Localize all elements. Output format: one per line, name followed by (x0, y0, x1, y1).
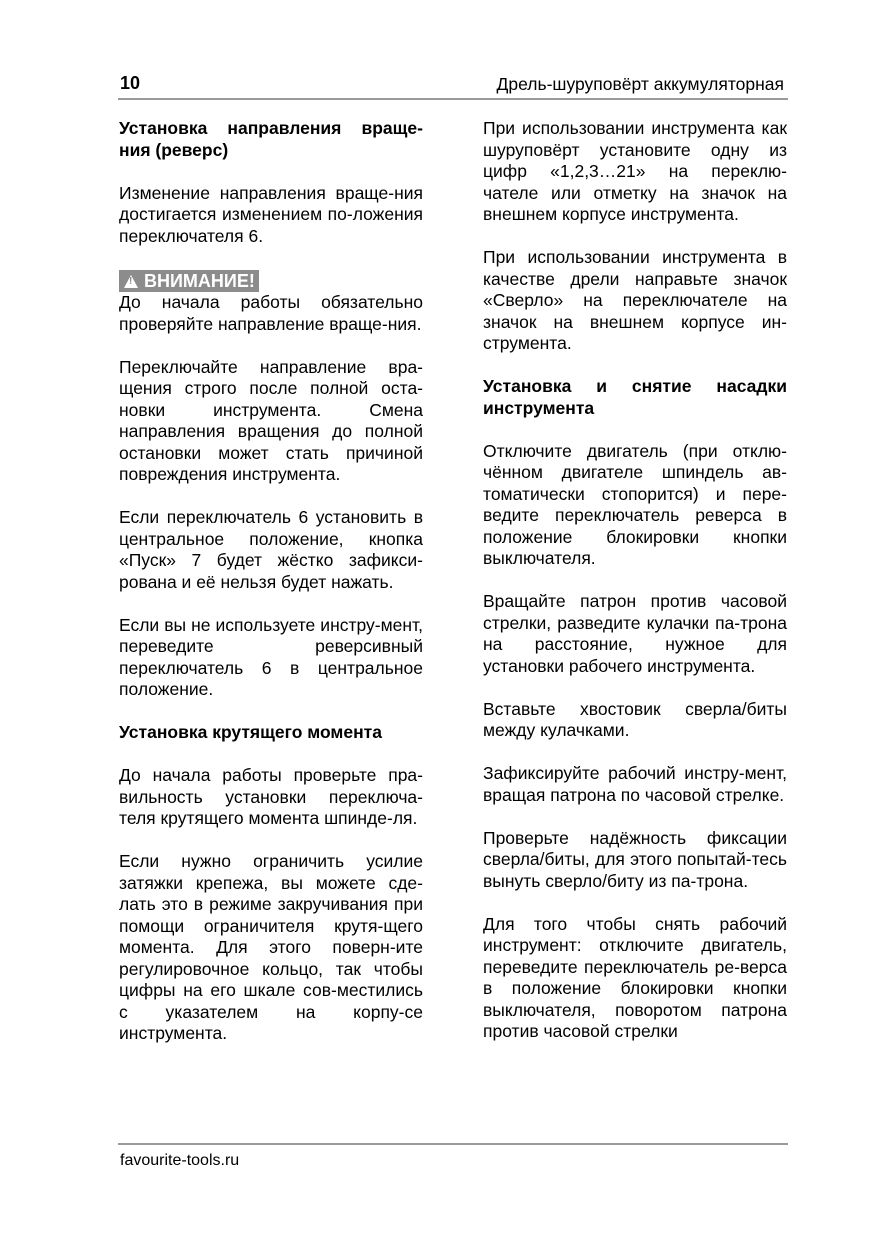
page-header (118, 70, 788, 100)
paragraph: Если переключатель 6 установить в центральное положение, кнопка «Пуск» 7 будет жёстко зафикси-рована и её нельзя будет нажать. (119, 507, 423, 592)
footer-website: favourite-tools.ru (120, 1152, 240, 1169)
paragraph: При использовании инструмента в качестве дрели направьте значок «Сверло» на переключателе на значок на внешнем корпусе ин-струмента. (483, 247, 787, 353)
paragraph: Переключайте направление вра-щения строго после полной оста-новки инструмента. Смена направления вращения до полной остановки может стать причиной повреждения инструмента. (119, 356, 423, 484)
paragraph: Отключите двигатель (при отклю-чённом двигателе шпиндель ав-томатически стопорится) и пере-ведите переключатель реверса в положение блокировки кнопки выключателя. (483, 440, 787, 568)
page-footer (118, 1143, 788, 1169)
paragraph: Для того чтобы снять рабочий инструмент: отключите двигатель, переведите переключатель ре-верса в положение блокировки кнопки выключателя, поворотом патрона против часовой стрелки (483, 913, 787, 1041)
section-heading-bit-install: Установка и снятие насадки инструмента (483, 376, 787, 418)
paragraph: Если вы не используете инстру-мент, переведите реверсивный переключатель 6 в центральное положение. (119, 614, 423, 699)
paragraph: До начала работы проверьте пра-вильность установки переключа-теля крутящего момента шпинде-ля. (119, 765, 423, 828)
warning-badge (119, 270, 259, 292)
paragraph: Вставьте хвостовик сверла/биты между кулачками. (483, 698, 787, 740)
paragraph: При использовании инструмента как шуруповёрт установите одну из цифр «1,2,3…21» на переклю-чателе или отметку на значок на внешнем корпусе инструмента. (483, 118, 787, 224)
paragraph: Зафиксируйте рабочий инстру-мент, вращая патрона по часовой стрелке. (483, 763, 787, 805)
section-heading-reverse: Установка направления враще-ния (реверс) (119, 118, 423, 160)
warning-paragraph: До начала работы обязательно проверяйте направление враще-ния. (119, 292, 423, 334)
section-heading-torque: Установка крутящего момента (119, 722, 382, 742)
page-number: 10 (120, 73, 141, 93)
paragraph: Вращайте патрон против часовой стрелки, разведите кулачки па-трона на расстояние, нужное для установки рабочего инструмента. (483, 591, 787, 676)
document-title: Дрель-шуруповёрт аккумуляторная (496, 74, 784, 94)
warning-triangle-icon (124, 275, 138, 288)
right-column (483, 118, 787, 1064)
paragraph: Проверьте надёжность фиксации сверла/биты, для этого попытай-тесь вынуть сверло/биту из па-трона. (483, 827, 787, 891)
left-column (119, 118, 423, 1066)
paragraph: Изменение направления враще-ния достигается изменением по-ложения переключателя 6. (119, 182, 423, 246)
paragraph: Если нужно ограничить усилие затяжки крепежа, вы можете сде-лать это в режиме закручивания при помощи ограничителя крутя-щего момента. Для этого поверн-ите регулировочное кольцо, так чтобы цифры на его шкале сов-местились с указателем на корпу-се инструмента. (119, 851, 423, 1043)
warning-label: ВНИМАНИЕ! (144, 270, 255, 291)
